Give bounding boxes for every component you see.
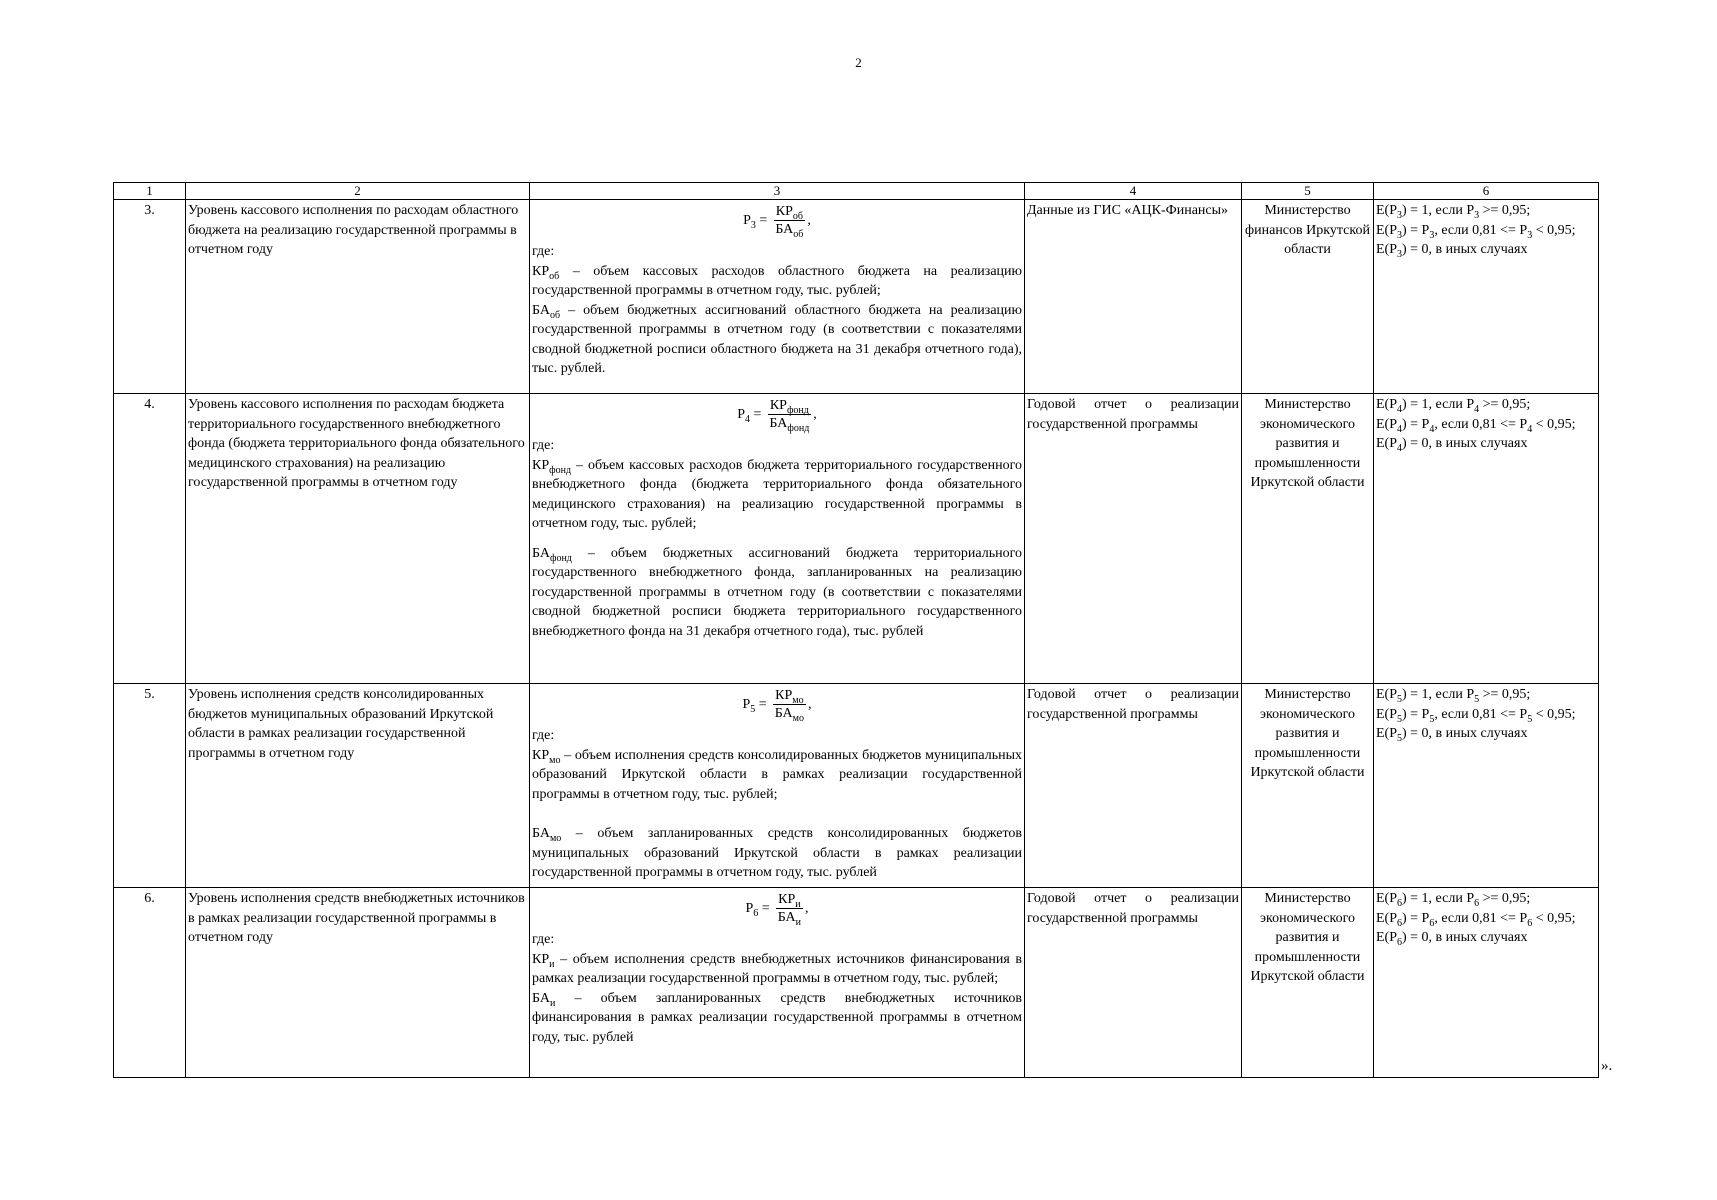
formula-fraction: $\frac{КР_и}{БА_и}$ [777,892,802,928]
responsible-body: Министерство финансов Иркутской области [1242,200,1374,394]
header-cell-6: 6 [1374,183,1599,200]
responsible-body: Министерство экономического развития и промышленности Иркутской области [1242,888,1374,1078]
calculation-cell [530,684,1025,888]
header-cell-2: 2 [186,183,530,200]
calculation-cell [530,394,1025,684]
definition: $БА_{мо}$ – объем запланированных средств консолидированных бюджетов муниципальных образований Иркутской области в рамках реализации государственной программы в отчетном году, тыс. рублей [532,826,1022,880]
table-header-row [114,183,1599,200]
calculation-cell [530,200,1025,394]
table-row [114,888,1599,1078]
formula: $P_5$ = $\frac{КР_{мо}}{БА_{мо}}$ , [742,688,812,724]
formula: $P_6$ = $\frac{КР_и}{БА_и}$ , [745,892,809,928]
header-cell-5: 5 [1242,183,1374,200]
data-source: Годовой отчет о реализации государственной программы [1025,394,1242,684]
header-cell-1: 1 [114,183,186,200]
where-label: где: [532,728,555,743]
definition: $КР_{мо}$ – объем исполнения средств консолидированных бюджетов муниципальных образований Иркутской области в рамках реализации государственной программы в отчетном году, тыс. рублей; [532,747,1022,802]
definition: $БА_{об}$ – объем бюджетных ассигнований областного бюджета на реализацию государственной программы в отчетном году (в соответствии с показателями сводной бюджетной росписи областного бюджета на 31 декабря отчетного года), тыс. рублей. [532,302,1022,376]
formula-fraction: $\frac{КР_{фонд}}{БА_{фонд}}$ [769,398,810,434]
definition: $БА_{фонд}$ – объем бюджетных ассигнований бюджета территориального государственного внебюджетного фонда, запланированных на реализацию государственной программы в отчетном году (в соответствии с показателями сводной бюджетной росписи бюджета территориального государственного внебюджетного фонда на 31 декабря отчетного года), тыс. рублей [532,545,1022,639]
calculation-cell [530,888,1025,1078]
definition: $КР_{об}$ – объем кассовых расходов областного бюджета на реализацию государственной программы в отчетном году, тыс. рублей; [532,263,1022,298]
definition: $КР_{фонд}$ – объем кассовых расходов бюджета территориального государственного внебюджетного фонда (бюджета территориального фонда обязательного медицинского страхования) на реализацию государственной программы в отчетном году, тыс. рублей; [532,457,1022,531]
formula-fraction: $\frac{КР_{об}}{БА_{об}}$ [775,204,804,240]
header-cell-4: 4 [1025,183,1242,200]
row-number: 4. [114,394,186,684]
definition: $КР_и$ – объем исполнения средств внебюджетных источников финансирования в рамках реализации государственной программы в отчетном году, тыс. рублей; [532,951,1022,986]
data-source: Годовой отчет о реализации государственной программы [1025,888,1242,1078]
indicator-title: Уровень исполнения средств внебюджетных источников в рамках реализации государственной программы в отчетном году [186,888,530,1078]
formula: $P_3$ = $\frac{КР_{об}}{БА_{об}}$ , [743,204,811,240]
evaluation-criteria: $E(P_3) = 1$, если $P_3 >= 0,95$; $E(P_3) = P_3$, если $0,81 <= P_3 < 0,95$; $E(P_3) = 0$, в иных случаях [1374,200,1599,394]
row-number: 6. [114,888,186,1078]
data-source: Годовой отчет о реализации государственной программы [1025,684,1242,888]
responsible-body: Министерство экономического развития и промышленности Иркутской области [1242,684,1374,888]
closing-quote-mark: ». [1601,1058,1613,1074]
where-label: где: [532,438,555,453]
row-number: 3. [114,200,186,394]
data-source: Данные из ГИС «АЦК-Финансы» [1025,200,1242,394]
responsible-body: Министерство экономического развития и промышленности Иркутской области [1242,394,1374,684]
header-cell-3: 3 [530,183,1025,200]
page-number: 2 [855,55,862,70]
evaluation-criteria: $E(P_5) = 1$, если $P_5 >= 0,95$; $E(P_5) = P_5$, если $0,81 <= P_5 < 0,95$; $E(P_5) = 0$, в иных случаях [1374,684,1599,888]
indicator-title: Уровень исполнения средств консолидированных бюджетов муниципальных образований Иркутской области в рамках реализации государственной программы в отчетном году [186,684,530,888]
table-row [114,200,1599,394]
formula-fraction: $\frac{КР_{мо}}{БА_{мо}}$ [774,688,804,724]
where-label: где: [532,932,555,947]
evaluation-criteria: $E(P_6) = 1$, если $P_6 >= 0,95$; $E(P_6) = P_6$, если $0,81 <= P_6 < 0,95$; $E(P_6) = 0$, в иных случаях [1374,888,1599,1078]
indicators-table [113,182,1599,1078]
table-row [114,394,1599,684]
indicator-title: Уровень кассового исполнения по расходам бюджета территориального государственного внебюджетного фонда (бюджета территориального фонда обязательного медицинского страхования) на реализацию государственной программы в отчетном году [186,394,530,684]
where-label: где: [532,244,555,259]
evaluation-criteria: $E(P_4) = 1$, если $P_4 >= 0,95$; $E(P_4) = P_4$, если $0,81 <= P_4 < 0,95$; $E(P_4) = 0$, в иных случаях [1374,394,1599,684]
indicator-title: Уровень кассового исполнения по расходам областного бюджета на реализацию государственной программы в отчетном году [186,200,530,394]
formula: $P_4$ = $\frac{КР_{фонд}}{БА_{фонд}}$ , [737,398,817,434]
row-number: 5. [114,684,186,888]
table-row [114,684,1599,888]
definition: $БА_и$ – объем запланированных средств внебюджетных источников финансирования в рамках реализации государственной программы в отчетном году, тыс. рублей [532,990,1022,1045]
